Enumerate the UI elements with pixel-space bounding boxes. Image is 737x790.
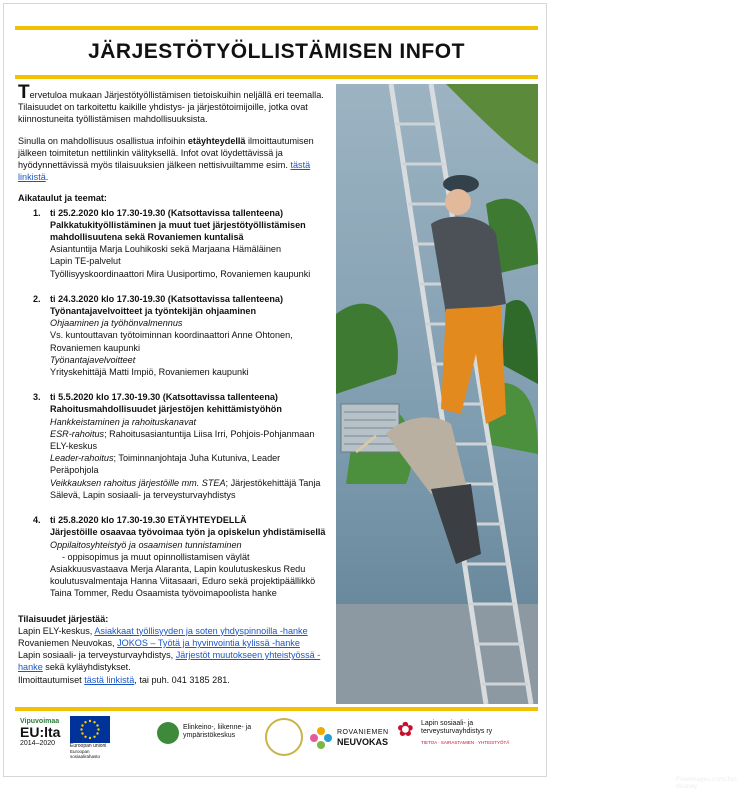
rovaniemen-text: ROVANIEMEN	[337, 729, 389, 736]
event-speaker	[50, 428, 330, 452]
event-when: ti 25.8.2020 klo 17.30-19.30 ETÄYHTEYDELLÄ	[50, 515, 247, 526]
registration-link[interactable]: tästä linkistä	[84, 674, 135, 685]
title-yellow-rule	[15, 75, 538, 79]
event-number: 1.	[33, 207, 41, 218]
footer-logos	[15, 712, 538, 772]
leader-label: Leader-rahoitus	[50, 453, 114, 464]
neuvokas-flower-icon	[309, 726, 333, 750]
neuvokas-text: NEUVOKAS	[337, 737, 389, 747]
eu-stars-icon	[70, 716, 110, 743]
event-subtopic: Työnantajavelvoitteet	[50, 354, 136, 365]
event-speaker: Yrityskehittäjä Matti Impiö, Rovaniemen kaupunki	[50, 367, 249, 378]
lapin-text: Lapin sosiaali- ja terveysturvayhdistys ry	[421, 720, 493, 735]
event-number: 2.	[33, 293, 41, 304]
vipuvoimaa-text: Vipuvoimaa	[20, 718, 60, 725]
organizer-name: Lapin ELY-keskus,	[18, 625, 95, 636]
event-speaker	[50, 452, 330, 476]
recordings-link[interactable]: tästä linkistä	[18, 160, 311, 183]
photo-credit: Freelmages.com/Jon Wisbey	[676, 776, 737, 790]
organizer-line	[18, 637, 330, 649]
event-item-3	[18, 391, 330, 501]
footer-yellow-rule	[15, 707, 538, 711]
vipuvoimaa-logo	[20, 718, 68, 747]
event-topic: Rahoitusmahdollisuudet järjestöjen kehittämistyöhön	[50, 404, 282, 415]
leader-text: ; Toiminnanjohtaja Juha Kutuniva, Leader Peräpohjola	[50, 453, 281, 476]
organizer-line	[18, 649, 330, 673]
event-topic: Työnantajavelvoitteet ja työntekijän ohjaaminen	[50, 306, 257, 317]
stea-text: ; Järjestökehittäjä Tanja Sälevä, Lapin sosiaali- ja terveysturvayhdistys	[50, 477, 321, 500]
eu-flag-logo	[70, 716, 116, 759]
events-list	[18, 207, 330, 600]
esr-text: ; Rahoitusasiantuntija Liisa Irri, Pohjois-Pohjanmaan ELY-keskus	[50, 428, 315, 452]
flower-svg	[309, 726, 333, 750]
event-subtopic: Ohjaaminen ja työhönvalmennus	[50, 318, 183, 329]
event-subtopic: Oppilaitosyhteistyö ja osaamisen tunnistaminen	[50, 539, 242, 550]
event-item-1	[18, 207, 330, 280]
event-topic: Palkkatukityöllistäminen ja muut tuet järjestötyöllistämisen mahdollisuutena sekä Rovaniemen kuntalisä	[50, 219, 306, 243]
years-text: 2014–2020	[20, 740, 56, 747]
organizer-project-link[interactable]: JOKOS – Työtä ja hyvinvointia kylissä -hanke	[117, 637, 300, 648]
photo-illustration	[336, 84, 538, 704]
page-title: JÄRJESTÖTYÖLLISTÄMISEN INFOT	[88, 40, 465, 63]
intro-dropcap: T	[18, 82, 30, 103]
event-speaker: Lapin TE-palvelut	[50, 256, 121, 267]
remote-paragraph	[18, 135, 330, 184]
esr-label: ESR-rahoitus	[50, 428, 105, 439]
event-speaker: Asiakkuusvastaava Merja Alaranta, Lapin koulutuskeskus Redu koulutusvalmentaja Hanna Viitasaari, Eduro sekä projektipäällikkö Taina Tommer, Redu Osaamista työvoimapoolista hanke	[50, 563, 316, 599]
organizer-end: sekä kyläyhdistykset.	[42, 662, 131, 673]
intro-paragraph	[18, 82, 330, 126]
remote-text-2: ilmoittautumisen jälkeen toimitetun nettilinkin välityksellä. Infot ovat löydettävissä ja hyödynnettävissä myös tilaisuuksien jälkeen nettisivuiltamme esim.	[18, 135, 314, 171]
stea-label: Veikkauksen rahoitus järjestöille mm. STEA	[50, 477, 226, 488]
organizers-heading: Tilaisuudet järjestää:	[18, 613, 109, 624]
eu-union-text: Euroopan unioni	[70, 743, 107, 749]
event-when: ti 5.5.2020 klo 17.30-19.30 (Katsottavissa tallenteena)	[50, 392, 278, 403]
lapin-heart-icon: ✿	[397, 719, 414, 741]
event-speaker	[50, 477, 330, 501]
event-subtopic: Hankkeistaminen ja rahoituskanavat	[50, 416, 197, 427]
registration-line	[18, 674, 330, 686]
organizer-name: Lapin sosiaali- ja terveysturvayhdistys,	[18, 650, 176, 661]
event-item-4	[18, 514, 330, 599]
schedule-heading: Aikataulut ja teemat:	[18, 193, 107, 204]
event-number: 3.	[33, 392, 41, 403]
ely-text: Elinkeino-, liikenne- ja ympäristökeskus	[183, 724, 252, 739]
jokos-badge-icon	[265, 718, 303, 756]
event-speaker: Työllisyyskoordinaattori Mira Uusiportimo, Rovaniemen kaupunki	[50, 268, 311, 279]
organizer-project-link[interactable]: Järjestöt muutokseen yhteistyössä - hanke	[18, 650, 321, 673]
eu-lta-text: EU:lta	[20, 724, 61, 740]
lapin-subtext: TIETOA · SAIRASTAMIEN · YHTEISTYÖTÄ	[421, 740, 510, 745]
remote-end: .	[45, 172, 49, 183]
organizer-name: Rovaniemen Neuvokas,	[18, 637, 118, 648]
event-topic: Järjestöille osaavaa työvoimaa työn ja opiskelun yhdistämisellä	[50, 527, 326, 538]
remote-bold: etäyhteydellä	[187, 135, 246, 146]
registration-text: Ilmoittautumiset	[18, 674, 85, 685]
event-when: ti 24.3.2020 klo 17.30-19.30 (Katsottavissa tallenteena)	[50, 293, 284, 304]
eu-fund-text: Euroopan sosiaalirahasto	[70, 749, 101, 759]
event-speaker: Asiantuntija Marja Louhikoski sekä Marjaana Hämäläinen	[50, 244, 282, 255]
remote-text-1: Sinulla on mahdollisuus osallistua infoihin	[18, 135, 188, 146]
event-number: 4.	[33, 515, 41, 526]
event-item-2	[18, 293, 330, 378]
main-text-column	[18, 82, 330, 686]
organizers-block	[18, 613, 330, 686]
event-speaker: Vs. kuntouttavan työtoiminnan koordinaattori Anne Ohtonen, Rovaniemen kaupunki	[50, 330, 293, 353]
event-when: ti 25.2.2020 klo 17.30-19.30 (Katsottavissa tallenteena)	[50, 207, 284, 218]
ely-leaf-icon	[157, 722, 179, 744]
top-yellow-rule	[15, 26, 538, 30]
organizer-line	[18, 625, 330, 637]
eu-flag-icon	[70, 716, 110, 743]
intro-text: ervetuloa mukaan Järjestötyöllistämisen tietoiskuihin neljällä eri teemalla. Tilaisuudet on tarkoitettu kaikille yhdistys- ja järjestötoimijoille, jotka ovat kiinnostuneita työllistämisen mahdollisuuksista.	[18, 90, 324, 125]
event-bullet: - oppisopimus ja muut opinnollistamisen väylät	[62, 551, 250, 562]
organizer-project-link[interactable]: Asiakkaat työllisyyden ja soten yhdyspinnoilla -hanke	[94, 625, 308, 636]
registration-phone: , tai puh. 041 3185 281.	[134, 674, 230, 685]
